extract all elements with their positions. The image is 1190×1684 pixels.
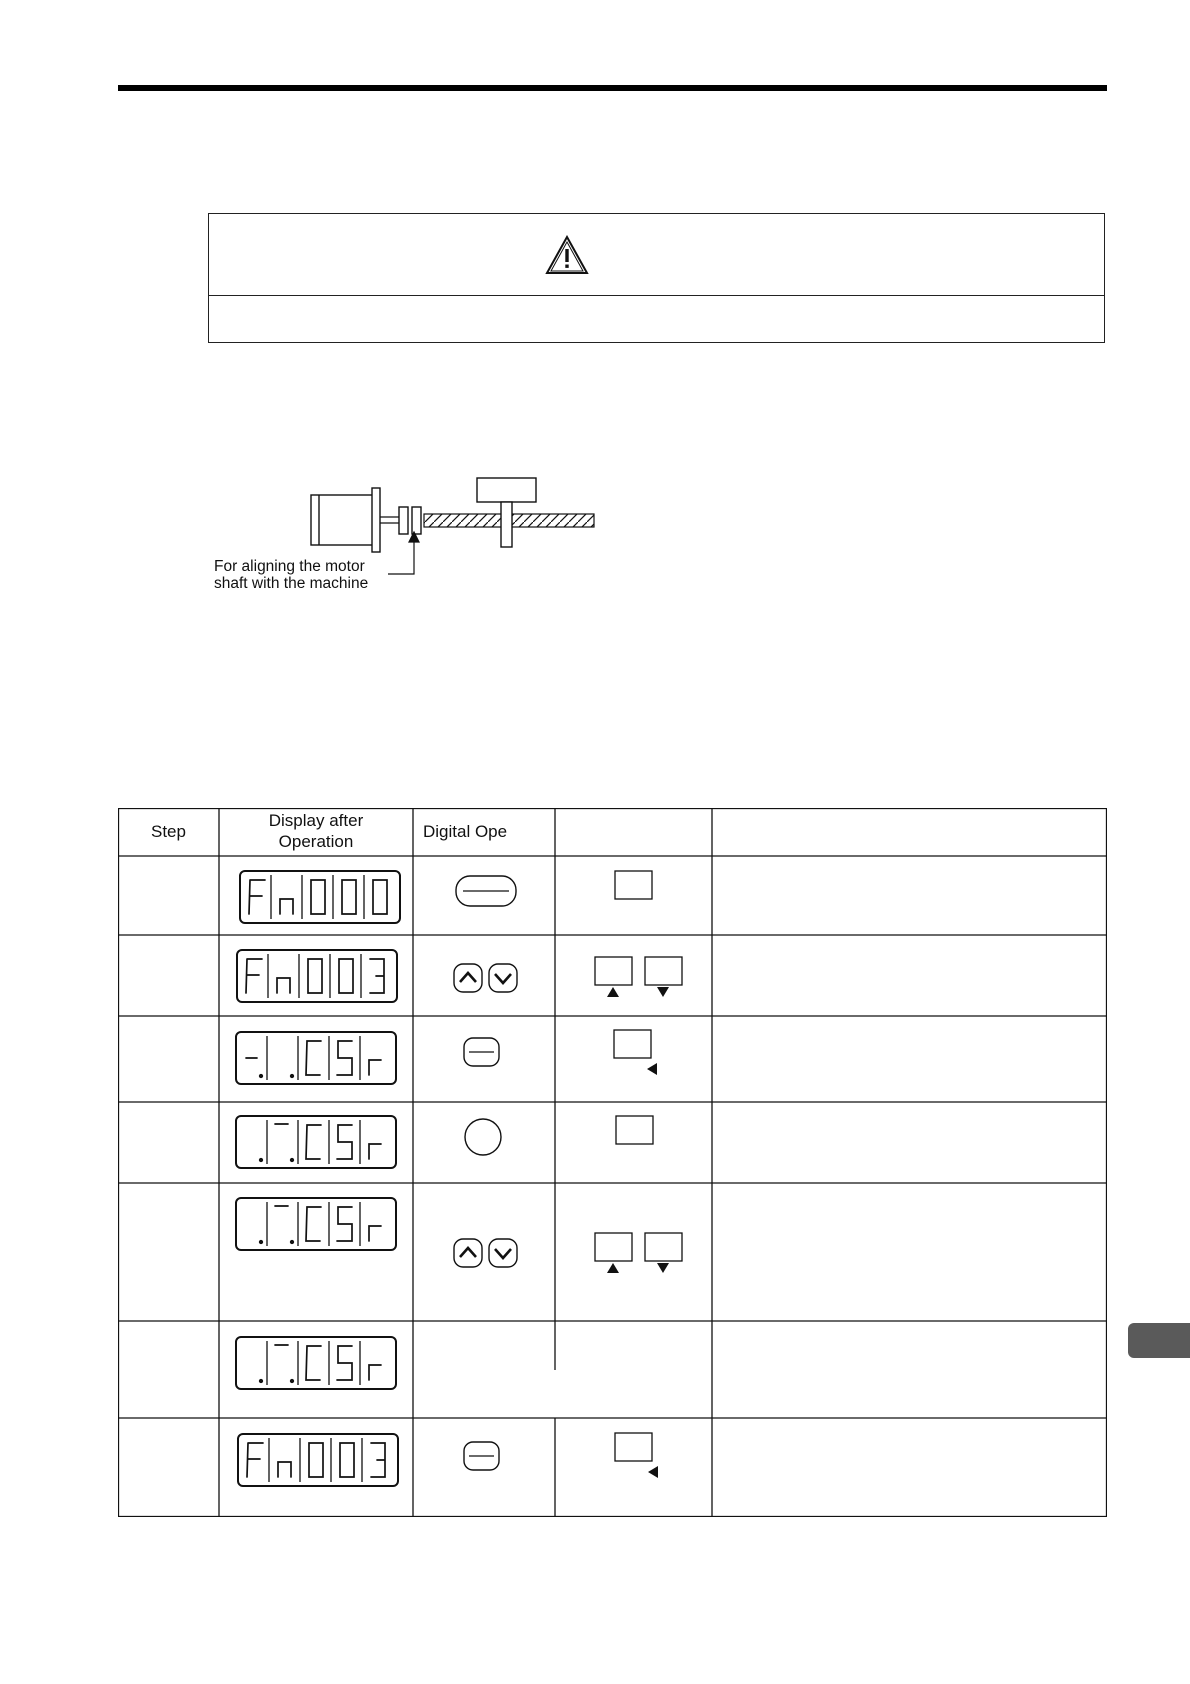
caption-line-2: shaft with the machine	[214, 574, 369, 592]
display-row-7	[237, 1433, 399, 1487]
up-arrow-key[interactable]	[453, 1238, 483, 1268]
down-key-box[interactable]	[644, 1232, 684, 1276]
header-step: Step	[151, 822, 186, 841]
up-key-box[interactable]	[594, 956, 634, 1000]
display-row-6	[235, 1336, 397, 1390]
side-tab[interactable]	[1128, 1323, 1190, 1358]
up-key-box[interactable]	[594, 1232, 634, 1276]
display-row-3	[235, 1031, 397, 1085]
display-row-4	[235, 1115, 397, 1169]
header-display-line2: Operation	[278, 832, 354, 851]
top-rule	[118, 85, 1107, 91]
header-display-line1: Display after	[268, 811, 364, 830]
display-row-5	[235, 1197, 397, 1251]
header-digital-operator: Digital Ope	[423, 822, 508, 841]
up-arrow-key[interactable]	[453, 963, 483, 993]
shaft	[380, 517, 399, 523]
procedure-table	[118, 808, 1107, 1517]
key-box[interactable]	[615, 1115, 655, 1147]
header-display	[219, 810, 413, 852]
warning-triangle-icon	[545, 235, 589, 275]
down-arrow-key[interactable]	[488, 1238, 518, 1268]
motor	[311, 488, 380, 552]
table-slider	[477, 478, 536, 547]
display-row-1	[239, 870, 401, 924]
coupling	[399, 507, 421, 534]
left-key-box[interactable]	[614, 1432, 664, 1480]
diagram-caption	[214, 559, 368, 592]
key-wide[interactable]	[455, 875, 517, 907]
caution-box	[208, 213, 1105, 343]
key-box[interactable]	[614, 870, 654, 902]
down-arrow-key[interactable]	[488, 963, 518, 993]
down-key-box[interactable]	[644, 956, 684, 1000]
caption-leader	[388, 532, 419, 574]
left-key-box[interactable]	[613, 1029, 663, 1077]
display-row-2	[236, 949, 398, 1003]
key-circle[interactable]	[463, 1117, 503, 1157]
key-small-rect[interactable]	[463, 1037, 500, 1067]
caution-header	[209, 214, 1104, 296]
caption-line-1: For aligning the motor	[214, 558, 365, 575]
key-small-rect[interactable]	[463, 1441, 500, 1471]
